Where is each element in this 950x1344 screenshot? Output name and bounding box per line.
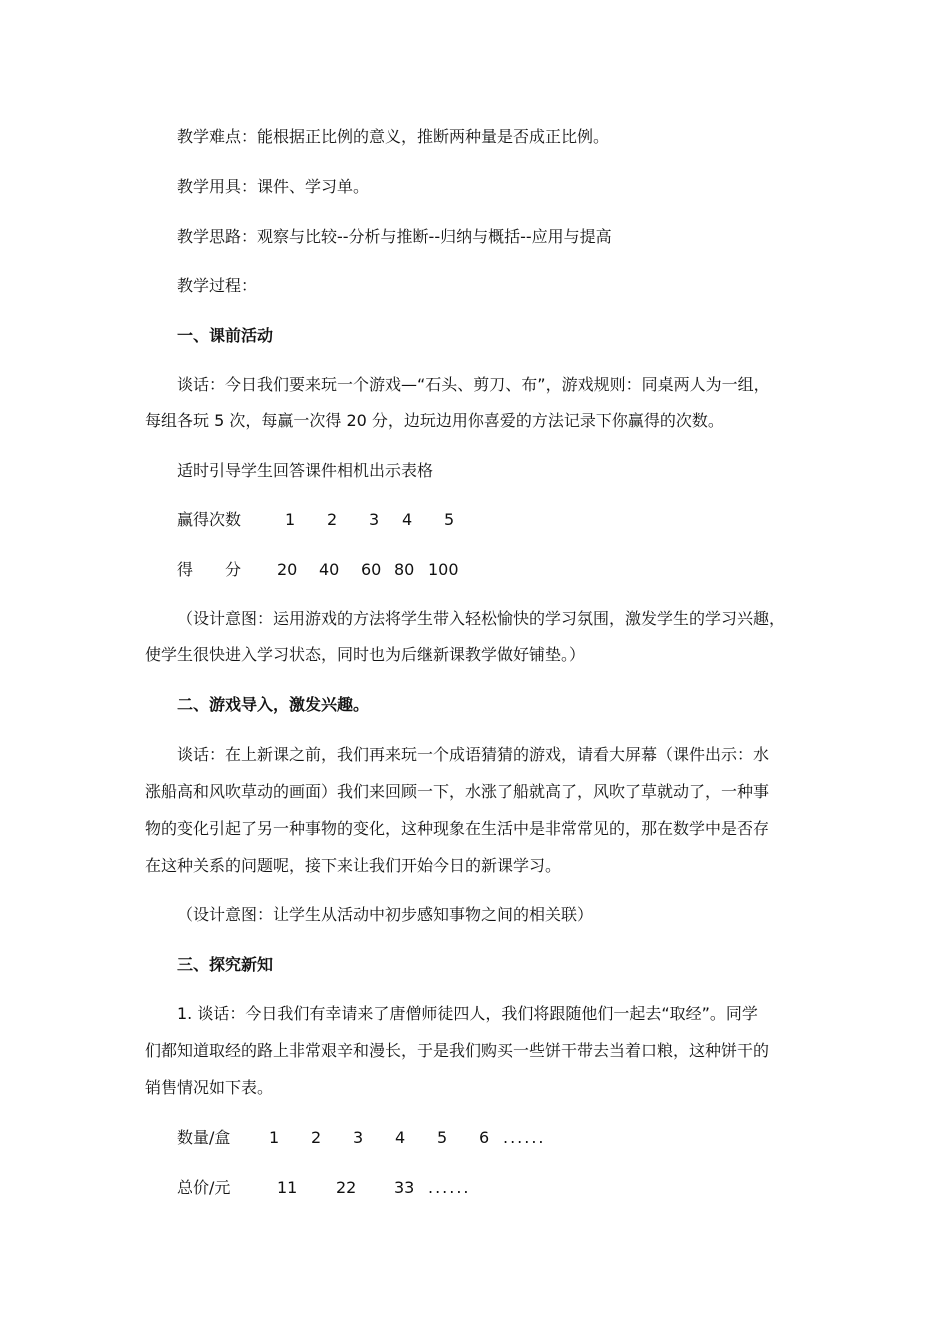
table2-row1-cell: 5 [437,1128,448,1147]
table2-row2-cell: 22 [336,1178,357,1197]
table2-row1-cell: ...... [503,1128,546,1147]
table1-row1-cell: 5 [444,510,455,529]
table1-row2-cell: 40 [319,560,340,579]
table1-row2-cell: 80 [394,560,415,579]
table1-row2-label: 得 分 [177,560,242,579]
teaching-difficulty: 教学难点：能根据正比例的意义，推断两种量是否成正比例。 [177,127,610,146]
design-note-1-line: （设计意图：运用游戏的方法将学生带入轻松愉快的学习氛围，激发学生的学习兴趣， [177,609,786,628]
table2-row2-label: 总价/元 [177,1178,231,1197]
design-note-1-line: 使学生很快进入学习状态，同时也为后继新课教学做好铺垫。） [145,645,586,664]
talk3-paragraph-line: 1. 谈话：今日我们有幸请来了唐僧师徒四人，我们将跟随他们一起去“取经”。同学 [177,1004,758,1023]
table2-row2-cell: 33 [394,1178,415,1197]
table2-row1-cell: 4 [395,1128,406,1147]
talk2-paragraph-line: 物的变化引起了另一种事物的变化，这种现象在生活中是非常常见的，那在数学中是否存 [145,819,770,838]
design-note-2: （设计意图：让学生从活动中初步感知事物之间的相关联） [177,905,594,924]
table2-row1-label: 数量/盒 [177,1128,231,1147]
table1-row2-cell: 60 [361,560,382,579]
guide-text: 适时引导学生回答课件相机出示表格 [177,461,434,480]
section-heading-1: 一、课前活动 [177,326,274,345]
table2-row1-cell: 2 [311,1128,322,1147]
talk2-paragraph-line: 谈话：在上新课之前，我们再来玩一个成语猜猜的游戏，请看大屏幕（课件出示：水 [177,745,770,764]
table2-row1-cell: 1 [269,1128,280,1147]
table2-row1-cell: 3 [353,1128,364,1147]
talk3-paragraph-line: 销售情况如下表。 [145,1078,274,1097]
section-heading-2: 二、游戏导入，激发兴趣。 [177,695,370,714]
teaching-tools: 教学用具：课件、学习单。 [177,177,370,196]
table1-row1-cell: 3 [369,510,380,529]
table1-row2-cell: 20 [277,560,298,579]
table1-row1-cell: 1 [285,510,296,529]
table1-row1-label: 赢得次数 [177,510,242,529]
talk1-paragraph-line: 每组各玩 5 次，每赢一次得 20 分，边玩边用你喜爱的方法记录下你赢得的次数。 [145,411,724,430]
talk2-paragraph-line: 涨船高和风吹草动的画面）我们来回顾一下，水涨了船就高了，风吹了草就动了，一种事 [145,782,770,801]
table2-row1-cell: 6 [479,1128,490,1147]
teaching-approach: 教学思路：观察与比较--分析与推断--归纳与概括--应用与提高 [177,227,612,246]
teaching-process-label: 教学过程： [177,276,258,295]
talk1-paragraph-line: 谈话：今日我们要来玩一个游戏—“石头、剪刀、布”，游戏规则：同桌两人为一组， [177,375,770,394]
talk3-paragraph-line: 们都知道取经的路上非常艰辛和漫长，于是我们购买一些饼干带去当着口粮，这种饼干的 [145,1041,770,1060]
section-heading-3: 三、探究新知 [177,955,274,974]
talk2-paragraph-line: 在这种关系的问题呢，接下来让我们开始今日的新课学习。 [145,856,562,875]
table1-row1-cell: 2 [327,510,338,529]
table1-row2-cell: 100 [428,560,459,579]
table2-row2-cell: ...... [428,1178,471,1197]
table1-row1-cell: 4 [402,510,413,529]
table2-row2-cell: 11 [277,1178,298,1197]
